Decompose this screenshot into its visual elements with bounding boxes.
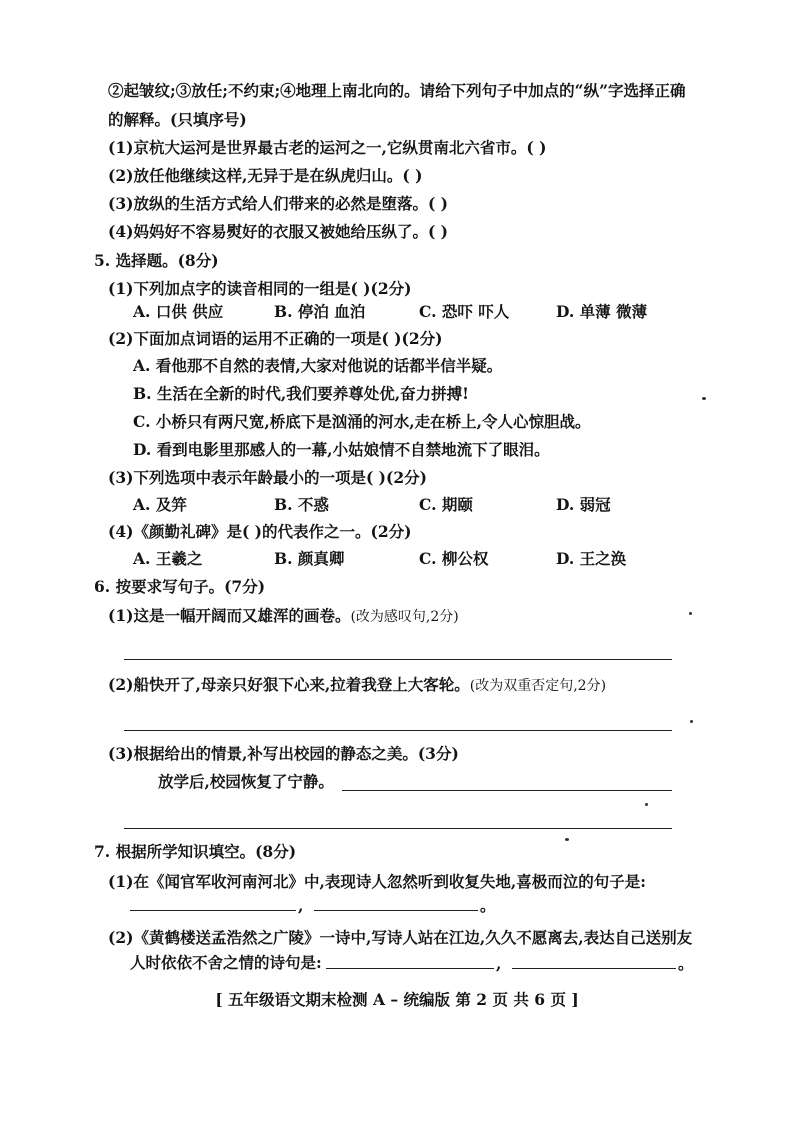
q7-title: 7. 根据所学知识填空。(8分) — [94, 842, 297, 861]
q6-1-line — [108, 606, 459, 627]
q5-4-option-c: C. 柳公权 — [419, 549, 489, 568]
scan-speck — [690, 720, 693, 723]
q6-2-note: (改为双重否定句,2分) — [469, 678, 607, 694]
q5-3-option-c: C. 期颐 — [419, 495, 473, 514]
q7-1-text: (1)在《闻官军收河南河北》中,表现诗人忽然听到收复失地,喜极而泣的句子是: — [108, 872, 646, 891]
scan-speck — [565, 838, 569, 841]
q5-1-option-a: A. 口供 供应 — [133, 302, 224, 321]
q4-line2: 的解释。(只填序号) — [108, 110, 247, 129]
q6-2-text: (2)船快开了,母亲只好狠下心来,拉着我登上大客轮。 — [108, 675, 470, 694]
q6-1-text: (1)这是一幅开阔而又雄浑的画卷。 — [108, 606, 351, 625]
q7-1-comma: , — [298, 896, 304, 915]
q5-3-question: (3)下列选项中表示年龄最小的一项是( )(2分) — [108, 468, 427, 487]
q5-1-option-d: D. 单薄 微薄 — [556, 302, 648, 321]
q4-item-2: (2)放任他继续这样,无异于是在纵虎归山。( ) — [108, 166, 423, 185]
q5-4-option-d: D. 王之涣 — [556, 549, 627, 568]
q4-item-4: (4)妈妈好不容易熨好的衣服又被她给压纵了。( ) — [108, 222, 449, 241]
q5-3-option-d: D. 弱冠 — [556, 495, 611, 514]
q7-2-blank-2[interactable] — [512, 968, 676, 969]
q6-2-line — [108, 675, 606, 696]
q7-2-period: 。 — [678, 954, 694, 973]
q6-1-note: (改为感叹句,2分) — [350, 609, 459, 625]
q7-2-blank-1[interactable] — [326, 968, 494, 969]
q5-4-question: (4)《颜勤礼碑》是( )的代表作之一。(2分) — [108, 522, 412, 541]
q6-2-answer-line[interactable] — [124, 730, 672, 731]
scan-speck — [689, 612, 692, 615]
q4-item-1: (1)京杭大运河是世界最古老的运河之一,它纵贯南北六省市。( ) — [108, 138, 547, 157]
q5-2-option-d: D. 看到电影里那感人的一幕,小姑娘情不自禁地流下了眼泪。 — [133, 440, 550, 459]
q6-1-answer-line[interactable] — [124, 659, 672, 660]
q7-2-text-2: 人时依依不舍之情的诗句是: — [130, 953, 322, 972]
page-footer: [ 五年级语文期末检测 A – 统编版 第 2 页 共 6 页 ] — [215, 990, 579, 1009]
q6-3-answer-line-2[interactable] — [124, 828, 672, 829]
q7-1-period: 。 — [480, 896, 496, 915]
q5-4-option-b: B. 颜真卿 — [274, 549, 345, 568]
q7-1-blank-1[interactable] — [130, 910, 296, 911]
q7-2-comma: , — [496, 954, 502, 973]
q5-4-option-a: A. 王羲之 — [133, 549, 203, 568]
q5-2-question: (2)下面加点词语的运用不正确的一项是( )(2分) — [108, 329, 443, 348]
scan-speck — [702, 397, 706, 400]
q5-1-question: (1)下列加点字的读音相同的一组是( )(2分) — [108, 279, 412, 298]
q5-3-option-a: A. 及笄 — [133, 495, 187, 514]
q5-1-option-b: B. 停泊 血泊 — [274, 302, 366, 321]
q5-3-option-b: B. 不惑 — [274, 495, 329, 514]
q5-title: 5. 选择题。(8分) — [94, 251, 219, 270]
q6-3-answer-line-1[interactable] — [342, 790, 672, 791]
q5-2-option-c: C. 小桥只有两尺宽,桥底下是汹涌的河水,走在桥上,令人心惊胆战。 — [133, 412, 591, 431]
scan-speck — [645, 803, 648, 806]
q6-3-text: (3)根据给出的情景,补写出校园的静态之美。(3分) — [108, 744, 459, 763]
q4-item-3: (3)放纵的生活方式给人们带来的必然是堕落。( ) — [108, 194, 449, 213]
q7-1-blank-2[interactable] — [314, 910, 478, 911]
q4-line1: ②起皱纹;③放任;不约束;④地理上南北向的。请给下列句子中加点的“纵”字选择正确 — [108, 81, 686, 100]
q5-2-option-b: B. 生活在全新的时代,我们要养尊处优,奋力拼搏! — [133, 384, 469, 403]
q5-1-option-c: C. 恐吓 吓人 — [419, 302, 510, 321]
q6-title: 6. 按要求写句子。(7分) — [94, 577, 266, 596]
q7-2-text-1: (2)《黄鹤楼送孟浩然之广陵》一诗中,写诗人站在江边,久久不愿离去,表达自己送别友 — [108, 928, 693, 947]
q5-2-option-a: A. 看他那不自然的表情,大家对他说的话都半信半疑。 — [133, 356, 503, 375]
q6-3-prompt: 放学后,校园恢复了宁静。 — [158, 772, 334, 791]
